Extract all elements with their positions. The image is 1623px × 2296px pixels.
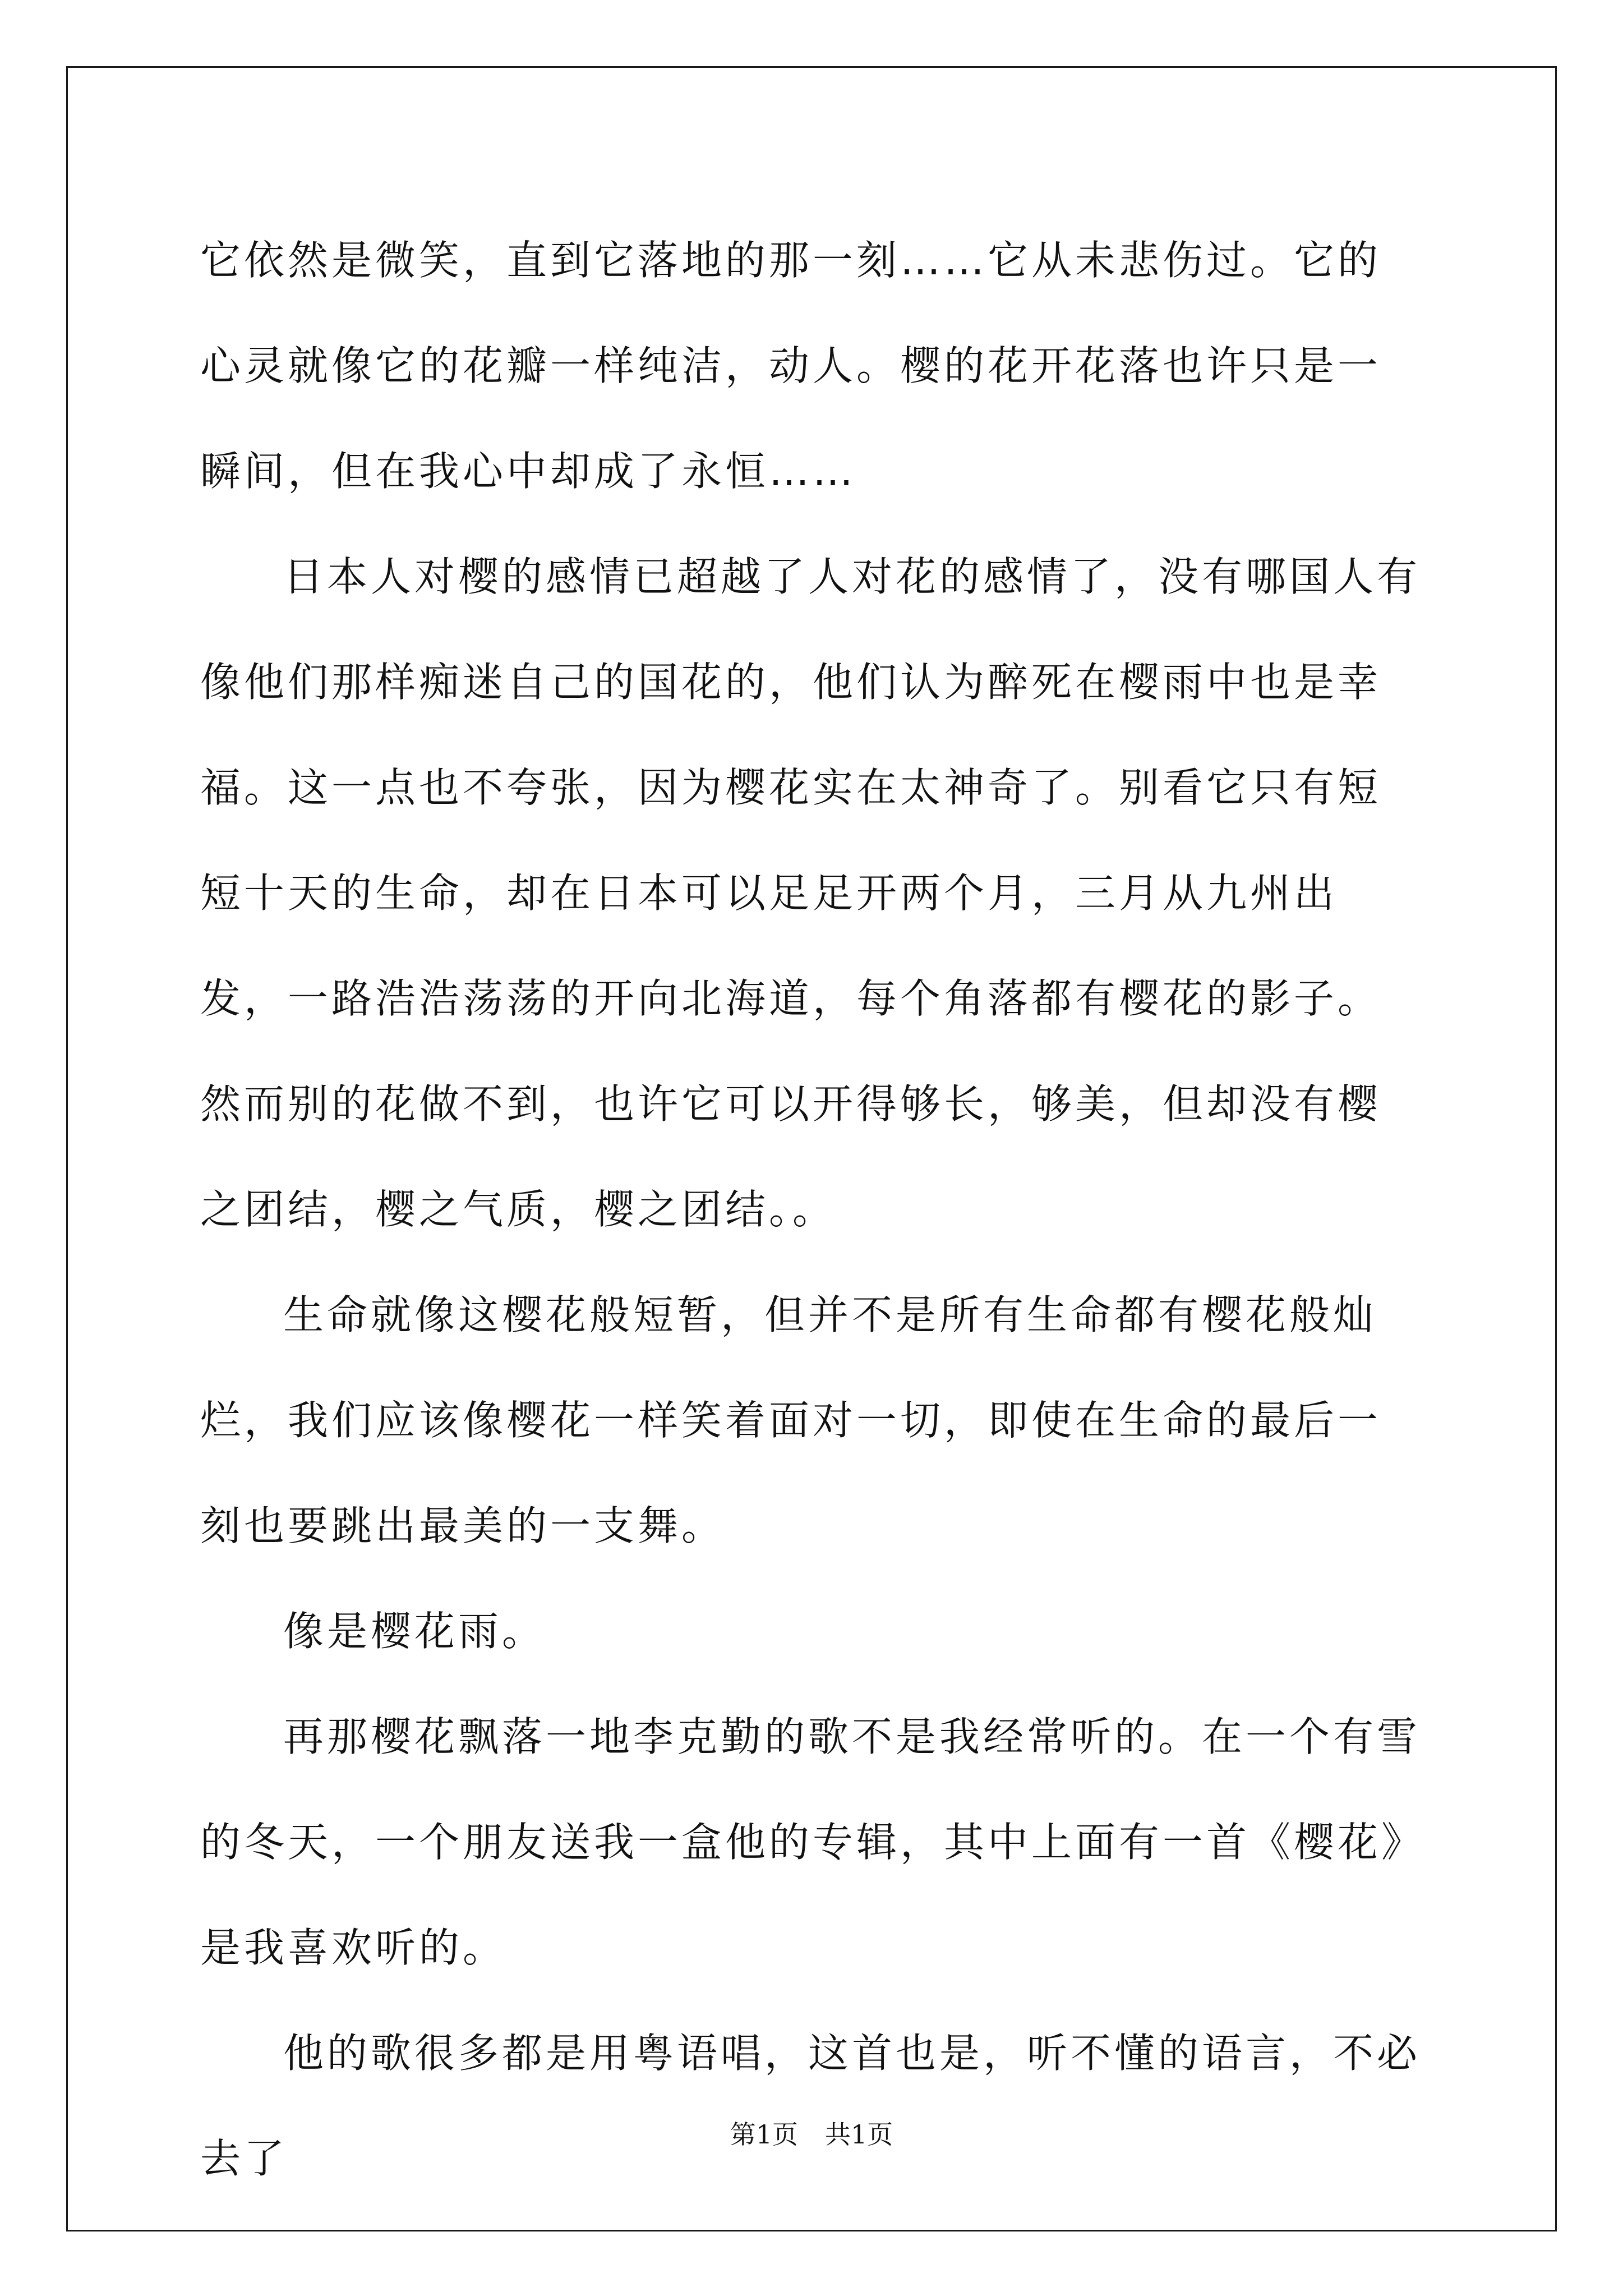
page-footer [0,2118,1623,2151]
paragraph-3: 生命就像这樱花般短暂，但并不是所有生命都有樱花般灿烂，我们应该像樱花一样笑着面对一切，即使在生命的最后一刻也要跳出最美的一支舞。 [200,1291,1382,1549]
page-number: 第1页 [730,2119,798,2150]
paragraph-4: 像是樱花雨。 [283,1608,546,1655]
paragraph-1: 它依然是微笑，直到它落地的那一刻……它从未悲伤过。它的心灵就像它的花瓣一样纯洁，动人。樱的花开花落也许只是一瞬间，但在我心中却成了永恒…… [200,237,1382,495]
paragraph-5: 再那樱花飘落一地李克勤的歌不是我经常听的。在一个有雪的冬天，一个朋友送我一盒他的专辑，其中上面有一首《樱花》是我喜欢听的。 [200,1713,1421,1971]
paragraph-6: 他的歌很多都是用粤语唱，这首也是，听不懂的语言，不必去了 [200,2030,1421,2182]
document-body [200,208,1423,2211]
paragraph-2: 日本人对樱的感情已超越了人对花的感情了，没有哪国人有像他们那样痴迷自己的国花的，他们认为醉死在樱雨中也是幸福。这一点也不夸张，因为樱花实在太神奇了。别看它只有短短十天的生命，却在日本可以足足开两个月，三月从九州出发，一路浩浩荡荡的开向北海道，每个角落都有樱花的影子。然而别的花做不到，也许它可以开得够长，够美，但却没有樱之团结，樱之气质，樱之团结。。 [200,553,1421,1233]
page-total: 共1页 [825,2119,893,2150]
